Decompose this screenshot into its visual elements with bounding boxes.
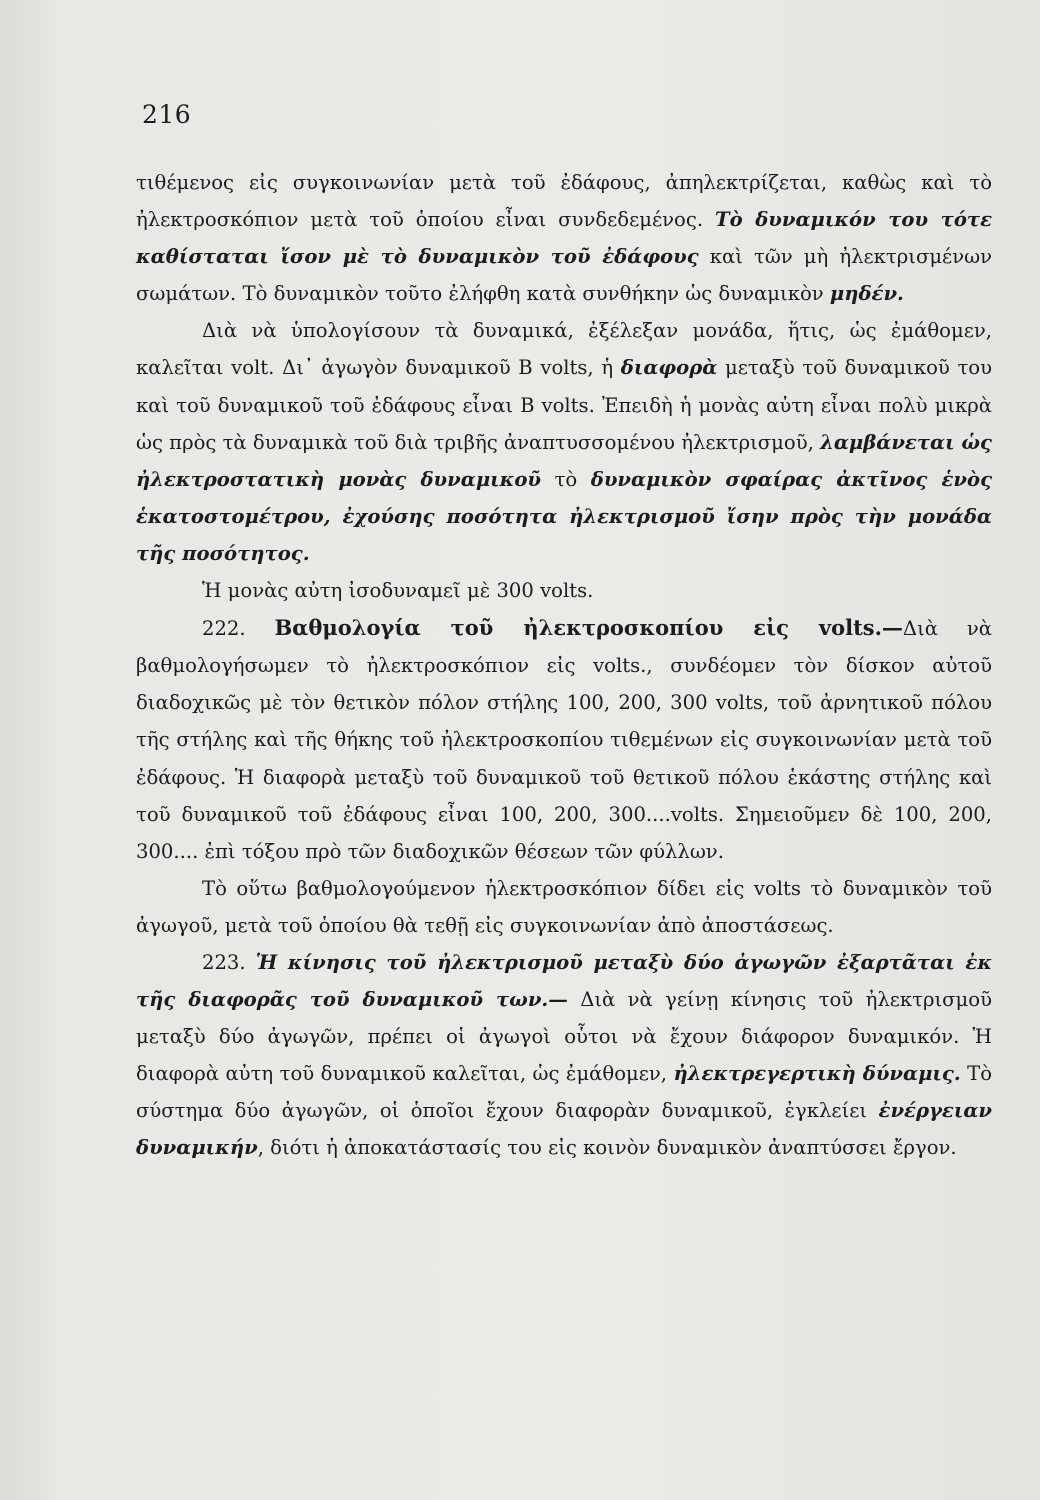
paragraph (136, 312, 992, 572)
text-run: 223. (202, 950, 256, 974)
paragraph (136, 609, 992, 870)
emphasized-text: Βαθμολογία τοῦ ἠλεκτροσκοπίου εἰς volts.— (274, 615, 903, 641)
text-run: Τὸ σύστημα δύο ἀγωγῶν, οἱ ὁποῖοι ἔχουν διαφορὰν δυναμικοῦ, ἐγκλείει (136, 1062, 993, 1123)
emphasized-text: Τὸ δυναμικόν του τότε καθίσταται ἴσον μὲ τὸ δυναμικὸν τοῦ ἐδάφους (136, 208, 992, 269)
text-run: Ἡ μονὰς αὐτη ἰσοδυναμεῖ μὲ 300 volts. (202, 579, 594, 603)
text-run: τὸ (541, 467, 591, 491)
paragraph (136, 944, 992, 1167)
emphasized-text: Ἡ κίνησις τοῦ ἠλεκτρισμοῦ μεταξὺ δύο ἀγωγῶν ἐξαρτᾶται ἐκ τῆς διαφορᾶς τοῦ δυναμικοῦ των.— (136, 950, 992, 1012)
emphasized-text: λαμβάνεται ὡς ἠλεκτροστατικὴ μονὰς δυναμικοῦ (136, 430, 992, 491)
text-run: Διὰ νὰ βαθμολογήσωμεν τὸ ἠλεκτροσκόπιον εἰς volts., συνδέομεν τὸν δίσκον αὐτοῦ διαδοχικῶς μὲ τὸν θετικὸν πόλον στήλης 100, 200, 300 volts, τοῦ ἀρνητικοῦ πόλου τῆς στήλης καὶ τῆς θήκης τοῦ ἠλεκτροσκοπίου τιθεμένων εἰς συγκοινωνίαν μετὰ τοῦ ἐδάφους. Ἡ διαφορὰ μεταξὺ τοῦ δυναμικοῦ τοῦ θετικοῦ πόλου ἑκάστης στήλης καὶ τοῦ δυναμικοῦ τοῦ ἐδάφους εἶναι 100, 200, 300....volts. Σημειοῦμεν δὲ 100, 200, 300.... ἐπὶ τόξου πρὸ τῶν διαδοχικῶν θέσεων τῶν φύλλων. (136, 617, 993, 863)
text-run: καὶ τῶν μὴ ἠλεκτρισμένων σωμάτων. Τὸ δυναμικὸν τοῦτο ἐλήφθη κατὰ συνθήκην ὡς δυναμικὸν (136, 245, 992, 306)
page-number: 216 (142, 100, 192, 129)
emphasized-text: διαφορὰ (620, 356, 718, 380)
emphasized-text: ἠλεκτρεγερτικὴ δύναμις. (673, 1062, 961, 1086)
emphasized-text: ἐνέργειαν δυναμικήν (136, 1099, 992, 1160)
paragraph (136, 572, 992, 609)
paragraph (136, 164, 992, 312)
text-run: μεταξὺ τοῦ δυναμικοῦ του καὶ τοῦ δυναμικοῦ τοῦ ἐδάφους εἶναι Β volts. Ἐπειδὴ ἡ μονὰς αὐτη εἶναι πολὺ μικρὰ ὡς πρὸς τὰ δυναμικὰ τοῦ διὰ τριβῆς ἀναπτυσσομένου ἠλεκτρισμοῦ, (136, 356, 992, 454)
emphasized-text: μηδέν. (829, 282, 904, 306)
text-run: , διότι ἡ ἀποκατάστασίς του εἰς κοινὸν δυναμικὸν ἀναπτύσσει ἔργον. (257, 1136, 957, 1160)
emphasized-text: δυναμικὸν σφαίρας ἀκτῖνος ἑνὸς ἑκατοστομέτρου, ἐχούσης ποσότητα ἠλεκτρισμοῦ ἴσην πρὸς τὴν μονάδα τῆς ποσότητος. (136, 467, 993, 565)
text-run: Διὰ νὰ ὑπολογίσουν τὰ δυναμικά, ἐξέλεξαν μονάδα, ἥτις, ὡς ἐμάθομεν, καλεῖται volt. Δι᾽ ἀγωγὸν δυναμικοῦ Β volts, ἡ (136, 319, 992, 380)
text-run: Τὸ οὕτω βαθμολογούμενον ἠλεκτροσκόπιον δίδει εἰς volts τὸ δυναμικὸν τοῦ ἀγωγοῦ, μετὰ τοῦ ὁποίου θὰ τεθῇ εἰς συγκοινωνίαν ἀπὸ ἀποστάσεως. (136, 876, 992, 937)
paragraph (136, 870, 992, 944)
text-run: 222. (202, 617, 275, 641)
text-run: Διὰ νὰ γείνῃ κίνησις τοῦ ἠλεκτρισμοῦ μεταξὺ δύο ἀγωγῶν, πρέπει οἱ ἀγωγοὶ οὗτοι νὰ ἔχουν διάφορον δυναμικόν. Ἡ διαφορὰ αὐτη τοῦ δυναμικοῦ καλεῖται, ὡς ἐμάθομεν, (136, 988, 992, 1086)
text-run: τιθέμενος εἰς συγκοινωνίαν μετὰ τοῦ ἐδάφους, ἀπηλεκτρίζεται, καθὼς καὶ τὸ ἠλεκτροσκόπιον μετὰ τοῦ ὁποίου εἶναι συνδεδεμένος. (136, 171, 992, 232)
body-text (136, 164, 992, 1167)
